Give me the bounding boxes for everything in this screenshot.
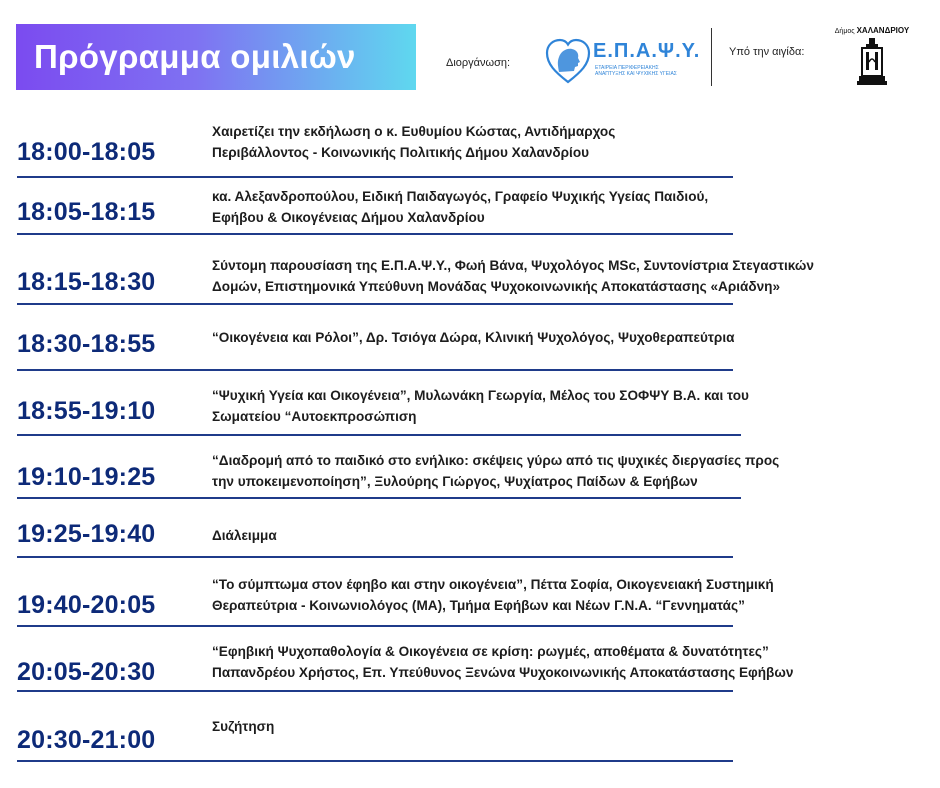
schedule-description [212, 121, 615, 163]
organizer-name: Ε.Π.Α.Ψ.Υ. [593, 40, 701, 62]
row-divider [17, 303, 733, 305]
schedule-description-line2: Περιβάλλοντος - Κοινωνικής Πολιτικής Δήμου Χαλανδρίου [212, 145, 590, 160]
schedule-time: 18:00-18:05 [17, 138, 156, 166]
schedule-description-line2: Θεραπεύτρια - Κοινωνιολόγος (ΜΑ), Τμήμα Εφήβων και Νέων Γ.Ν.Α. “Γεννηματάς” [212, 598, 745, 613]
schedule-time: 19:40-20:05 [17, 591, 156, 619]
schedule-time: 18:55-19:10 [17, 397, 156, 425]
schedule-time: 20:30-21:00 [17, 726, 156, 754]
schedule-description-line1: Διάλειμμα [212, 528, 277, 543]
schedule-description [212, 385, 749, 427]
schedule-description-line1: Συζήτηση [212, 719, 275, 734]
schedule-description [212, 574, 774, 616]
organizer-subtitle-line1: ΕΤΑΙΡΕΙΑ ΠΕΡΙΦΕΡΕΙΑΚΗΣ [595, 65, 659, 71]
row-divider [17, 690, 733, 692]
schedule-time: 18:05-18:15 [17, 198, 156, 226]
page-title: Πρόγραμμα ομιλιών [34, 38, 356, 75]
schedule-description [212, 641, 793, 683]
schedule-description-line2: Δομών, Επιστημονικά Υπεύθυνη Μονάδας Ψυχοκοινωνικής Αποκατάστασης «Αριάδνη» [212, 279, 781, 294]
row-divider [17, 176, 733, 178]
schedule-description-line1: Σύντομη παρουσίαση της Ε.Π.Α.Ψ.Υ., Φωή Βάνα, Ψυχολόγος MSc, Συντονίστρια Στεγαστικών [212, 258, 814, 273]
schedule-description-line1: Χαιρετίζει την εκδήλωση ο κ. Ευθυμίου Κώστας, Αντιδήμαρχος [212, 124, 616, 139]
schedule-time: 19:10-19:25 [17, 463, 156, 491]
row-divider [17, 233, 733, 235]
row-divider [17, 497, 741, 499]
municipality-title: ΧΑΛΑΝΔΡΙΟΥ [856, 26, 910, 35]
aegis-label: Υπό την αιγίδα: [729, 46, 805, 58]
schedule-description-line1: “Διαδρομή από το παιδικό στο ενήλικο: σκέψεις γύρω από τις ψυχικές διεργασίες προς [212, 453, 780, 468]
schedule-description-line2: Παπανδρέου Χρήστος, Επ. Υπεύθυνος Ξενώνα Ψυχοκοινωνικής Αποκατάστασης Εφήβων [212, 665, 794, 680]
schedule-description [212, 525, 277, 546]
schedule-description [212, 255, 814, 297]
schedule-description-line2: Εφήβου & Οικογένειας Δήμου Χαλανδρίου [212, 210, 485, 225]
row-divider [17, 556, 733, 558]
schedule-time: 19:25-19:40 [17, 520, 156, 548]
schedule-description [212, 327, 734, 348]
organizer-label: Διοργάνωση: [446, 57, 511, 69]
schedule-description-line1: “Το σύμπτωμα στον έφηβο και στην οικογένεια”, Πέττα Σοφία, Οικογενειακή Συστημική [212, 577, 774, 592]
schedule-description [212, 186, 708, 228]
schedule-description-line1: “Οικογένεια και Ρόλοι”, Δρ. Τσιόγα Δώρα, Κλινική Ψυχολόγος, Ψυχοθεραπεύτρια [212, 330, 735, 345]
schedule-description-line1: “Ψυχική Υγεία και Οικογένεια”, Μυλωνάκη Γεωργία, Μέλος του ΣΟΦΨΥ Β.Α. και του [212, 388, 749, 403]
schedule-description-line1: “Εφηβική Ψυχοπαθολογία & Οικογένεια σε κρίση: ρωγμές, αποθέματα & δυνατότητες” [212, 644, 769, 659]
schedule-time: 20:05-20:30 [17, 658, 156, 686]
row-divider [17, 369, 733, 371]
organizer-subtitle-line2: ΑΝΑΠΤΥΞΗΣ ΚΑΙ ΨΥΧΙΚΗΣ ΥΓΕΙΑΣ [595, 71, 677, 77]
schedule-description [212, 450, 779, 492]
schedule-time: 18:30-18:55 [17, 330, 156, 358]
row-divider [17, 434, 741, 436]
schedule-description-line2: Σωματείου “Αυτοεκπροσώπιση [212, 409, 417, 424]
schedule-description-line2: την υποκειμενοποίηση”, Ξυλούρης Γιώργος, Ψυχίατρος Παίδων & Εφήβων [212, 474, 698, 489]
schedule-time: 18:15-18:30 [17, 268, 156, 296]
schedule-description-line1: κα. Αλεξανδροπούλου, Ειδική Παιδαγωγός, Γραφείο Ψυχικής Υγείας Παιδιού, [212, 189, 709, 204]
schedule-description [212, 716, 274, 737]
row-divider [17, 625, 733, 627]
row-divider [17, 760, 733, 762]
municipality-prefix: Δήμος [834, 28, 855, 35]
